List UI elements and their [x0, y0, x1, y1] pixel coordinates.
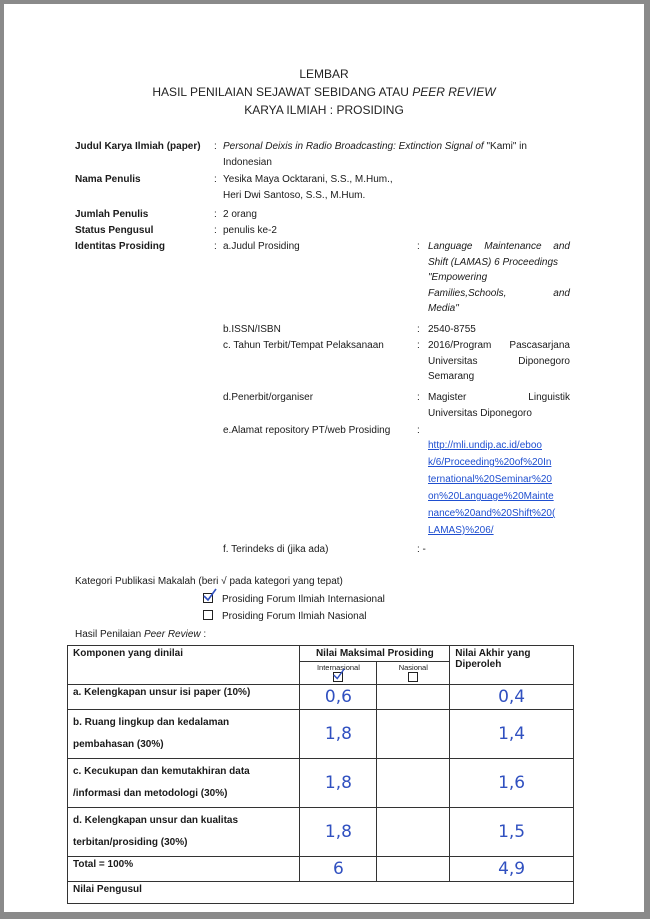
header-nilai-maksimal: Nilai Maksimal Prosiding — [300, 646, 450, 662]
kategori-option-label: Prosiding Forum Ilmiah Internasional — [222, 594, 385, 605]
hasil-title-suffix: : — [200, 629, 207, 640]
repository-label: e.Alamat repository PT/web Prosiding — [223, 425, 391, 436]
colon: : — [417, 340, 420, 351]
row-label-line: pembahasan (30%) — [73, 739, 164, 750]
row-label-line: d. Kelengkapan unsur dan kualitas — [73, 815, 239, 826]
tahun-terbit-label: c. Tahun Terbit/Tempat Pelaksanaan — [223, 340, 384, 351]
total-akhir-value: 4,9 — [450, 857, 574, 882]
colon: : — [417, 425, 420, 436]
document-page — [4, 4, 644, 912]
table-row — [68, 710, 574, 759]
row-nasional-value — [377, 685, 450, 710]
tahun-terbit-line: 2016/Program Pascasarjana — [428, 340, 570, 351]
hasil-title-italic: Peer Review — [143, 629, 201, 640]
doc-title-line2 — [4, 85, 644, 99]
penilaian-table — [67, 645, 574, 904]
total-label: Total = 100% — [68, 857, 300, 882]
pengusul-row — [68, 882, 574, 904]
jumlah-label: Jumlah Penulis — [75, 209, 149, 220]
table-row — [68, 685, 574, 710]
colon: : — [214, 241, 217, 252]
row-label-line: terbitan/prosiding (30%) — [73, 837, 188, 848]
kategori-option-internasional[interactable] — [203, 593, 385, 605]
tahun-terbit-value — [428, 338, 570, 385]
row-nasional-value — [377, 808, 450, 857]
tahun-terbit-line: Universitas Diponegoro — [428, 355, 570, 367]
status-label: Status Pengusul — [75, 225, 154, 236]
judul-prosiding-line: Shift (LAMAS) 6 Proceedings — [428, 256, 559, 268]
penulis-2: Heri Dwi Santoso, S.S., M.Hum. — [223, 190, 366, 201]
kategori-option-nasional[interactable] — [203, 610, 367, 622]
judul-prosiding-line: Media" — [428, 303, 459, 314]
total-row — [68, 857, 574, 882]
colon: : — [417, 392, 420, 403]
row-label: a. Kelengkapan unsur isi paper (10%) — [68, 685, 300, 710]
issn-value: 2540-8755 — [428, 324, 476, 335]
repository-link-line[interactable]: ternational%20Seminar%20 — [428, 474, 552, 485]
row-max-value: 1,8 — [300, 710, 377, 759]
row-label-line: c. Kecukupan dan kemutakhiran data — [73, 766, 250, 777]
check-mark-icon — [202, 588, 218, 604]
checkbox-unchecked[interactable] — [408, 672, 418, 682]
table-row — [68, 759, 574, 808]
kategori-title: Kategori Publikasi Makalah (beri √ pada kategori yang tepat) — [75, 576, 343, 587]
repository-link-line[interactable]: nance%20and%20Shift%20( — [428, 508, 556, 519]
judul-label: Judul Karya Ilmiah (paper) — [75, 141, 201, 152]
doc-title-peer-review: PEER REVIEW — [412, 85, 496, 99]
header-nasional — [377, 662, 450, 685]
repository-link-line[interactable]: k/6/Proceeding%20of%20In — [428, 457, 552, 468]
judul-value — [223, 139, 568, 170]
header-internasional-label: Internasional — [316, 663, 360, 672]
checkbox-checked[interactable] — [203, 593, 213, 603]
penulis-label: Nama Penulis — [75, 174, 141, 185]
row-nasional-value — [377, 759, 450, 808]
checkbox-unchecked[interactable] — [203, 610, 213, 620]
judul-prosiding-value — [428, 239, 570, 317]
judul-prosiding-line: Language Maintenance and — [428, 241, 570, 252]
jumlah-value: 2 orang — [223, 209, 257, 220]
tahun-terbit-line: Semarang — [428, 371, 475, 382]
kategori-option-label: Prosiding Forum Ilmiah Nasional — [222, 611, 367, 622]
colon: : — [214, 209, 217, 220]
header-internasional — [300, 662, 377, 685]
terindeks-value: : - — [417, 544, 426, 555]
colon: : — [214, 225, 217, 236]
header-komponen: Komponen yang dinilai — [68, 646, 300, 685]
hasil-title — [75, 629, 206, 640]
check-mark-icon — [332, 668, 346, 682]
row-akhir-value: 1,6 — [450, 759, 574, 808]
repository-link[interactable] — [428, 437, 570, 539]
header-nasional-label: Nasional — [398, 663, 428, 672]
judul-prosiding-label: a.Judul Prosiding — [223, 241, 300, 252]
identitas-label: Identitas Prosiding — [75, 241, 166, 252]
penulis-1: Yesika Maya Ocktarani, S.S., M.Hum., — [223, 174, 393, 185]
issn-label: b.ISSN/ISBN — [223, 324, 281, 335]
pengusul-label: Nilai Pengusul — [68, 882, 574, 904]
total-max-value: 6 — [300, 857, 377, 882]
row-max-value: 1,8 — [300, 808, 377, 857]
header-nilai-akhir: Nilai Akhir yang Diperoleh — [450, 646, 574, 685]
colon: : — [417, 324, 420, 335]
row-label-line: /informasi dan metodologi (30%) — [73, 788, 228, 799]
row-max-value: 0,6 — [300, 685, 377, 710]
table-row — [68, 808, 574, 857]
doc-title-line3: KARYA ILMIAH : PROSIDING — [244, 103, 404, 117]
doc-title-line2-text: HASIL PENILAIAN SEJAWAT SEBIDANG ATAU — [152, 85, 413, 99]
colon: : — [417, 241, 420, 252]
judul-prosiding-line: "Empowering — [428, 272, 488, 283]
terindeks-label: f. Terindeks di (jika ada) — [223, 544, 329, 555]
row-label — [68, 808, 300, 857]
row-akhir-value: 1,5 — [450, 808, 574, 857]
penerbit-line: Universitas Diponegoro — [428, 407, 532, 419]
penerbit-value — [428, 390, 570, 421]
repository-link-line[interactable]: http://mli.undip.ac.id/eboo — [428, 440, 542, 451]
judul-value-rest: "Kami" in Indonesian — [223, 141, 527, 168]
checkbox-checked[interactable] — [333, 672, 343, 682]
judul-prosiding-line: Families,Schools, and — [428, 287, 570, 299]
repository-link-line[interactable]: on%20Language%20Mainte — [428, 491, 554, 502]
penerbit-label: d.Penerbit/organiser — [223, 392, 314, 403]
row-akhir-value: 0,4 — [450, 685, 574, 710]
doc-title-line1: LEMBAR — [299, 67, 349, 81]
row-label — [68, 710, 300, 759]
repository-link-line[interactable]: LAMAS)%206/ — [428, 525, 494, 536]
row-nasional-value — [377, 710, 450, 759]
row-label — [68, 759, 300, 808]
hasil-title-text: Hasil Penilaian — [75, 629, 144, 640]
judul-value-italic: Personal Deixis in Radio Broadcasting: Extinction Signal of — [223, 141, 487, 152]
penerbit-line: Magister Linguistik — [428, 392, 570, 403]
row-max-value: 1,8 — [300, 759, 377, 808]
total-nasional-value — [377, 857, 450, 882]
row-label-line: b. Ruang lingkup dan kedalaman — [73, 717, 230, 728]
row-akhir-value: 1,4 — [450, 710, 574, 759]
status-value: penulis ke-2 — [223, 225, 277, 236]
colon: : — [214, 141, 217, 152]
colon: : — [214, 174, 217, 185]
